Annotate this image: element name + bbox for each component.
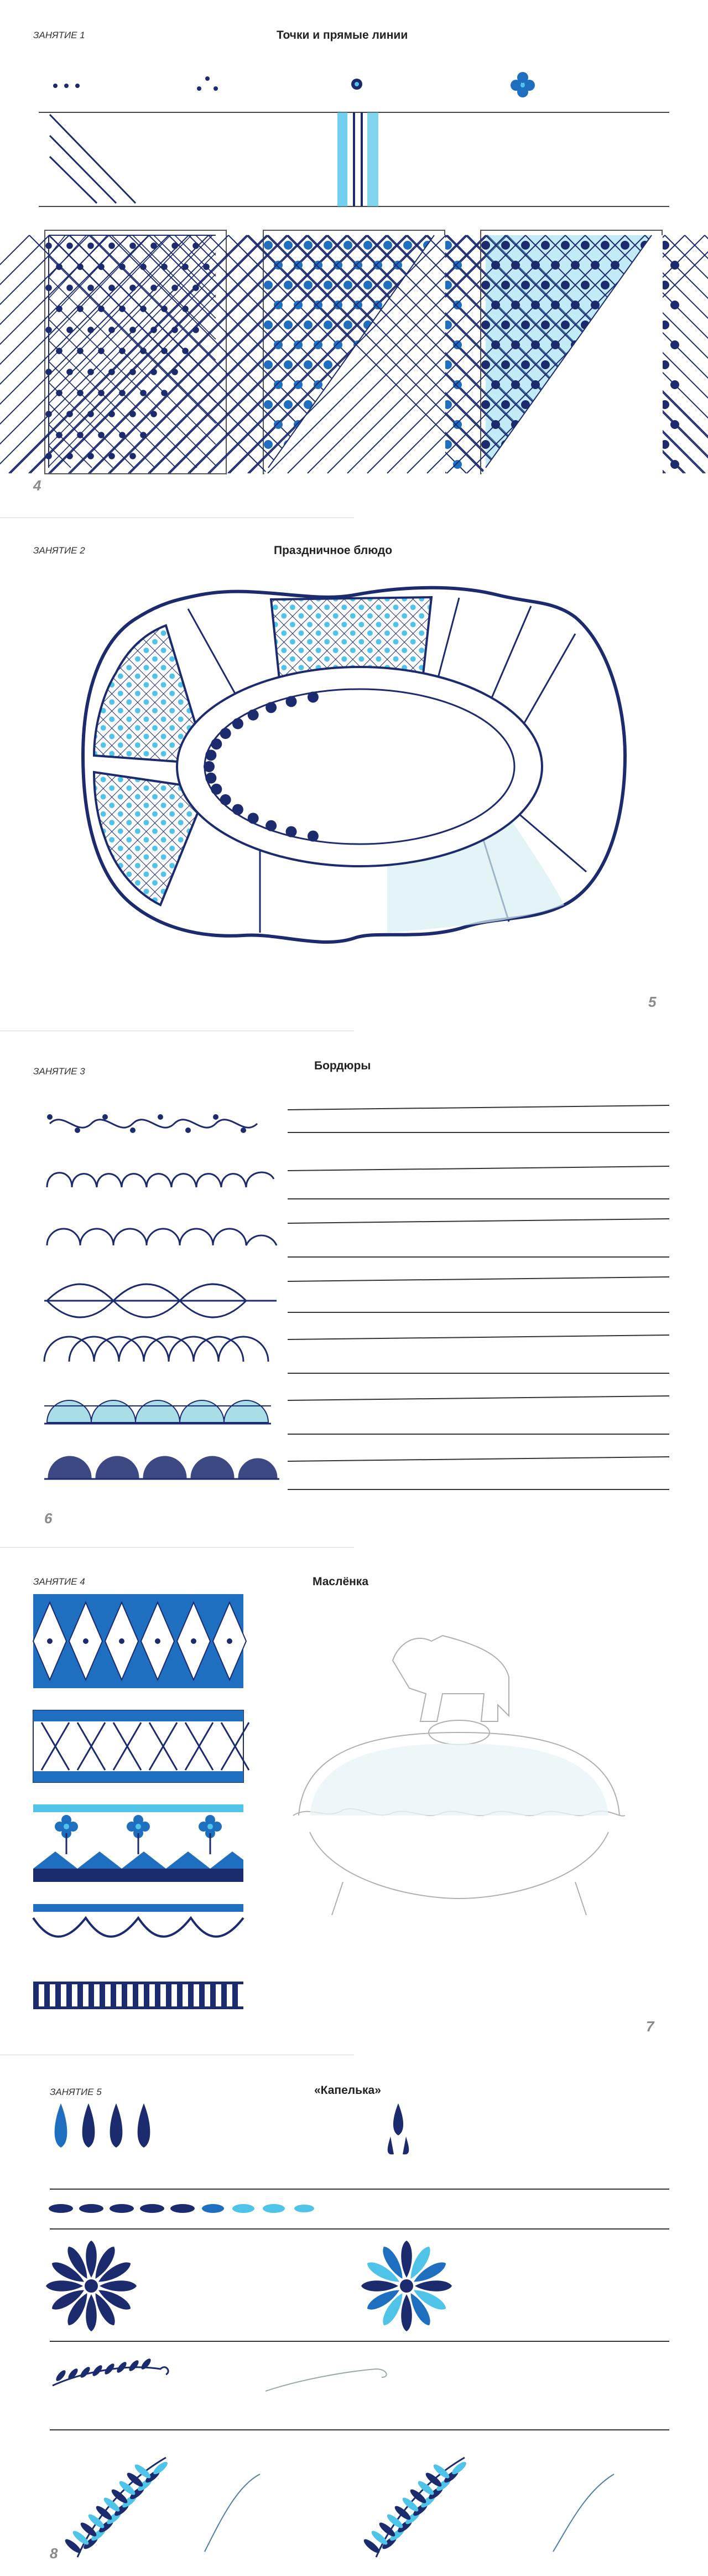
- border-exercises: [0, 1079, 708, 1500]
- festive-dish: [77, 573, 631, 949]
- page-5: [0, 523, 708, 1032]
- lesson-title: Бордюры: [314, 1059, 371, 1072]
- lesson-label: ЗАНЯТИЕ 5: [50, 2087, 102, 2097]
- page-7: [0, 1550, 708, 2053]
- dot-patterns: [0, 61, 708, 105]
- page-8: [0, 2059, 708, 2576]
- page-4: [0, 0, 708, 520]
- grid-panel-3: [480, 230, 663, 476]
- lesson-title: Точки и прямые линии: [277, 29, 408, 42]
- lesson-label: ЗАНЯТИЕ 3: [33, 1066, 85, 1077]
- line-strip: [0, 108, 708, 219]
- lesson-label: ЗАНЯТИЕ 2: [33, 545, 85, 556]
- lesson-title: Маслёнка: [313, 1575, 369, 1588]
- butter-dish-sketch: [277, 1622, 664, 1932]
- page-number: 4: [33, 477, 41, 494]
- lesson-label: ЗАНЯТИЕ 4: [33, 1576, 85, 1587]
- page-number: 7: [646, 2018, 654, 2035]
- drop-exercises: [0, 2098, 708, 2574]
- page-number: 8: [50, 2545, 58, 2562]
- page-separator: [0, 1547, 354, 1548]
- page-number: 6: [44, 1510, 53, 1527]
- lesson-title: Праздничное блюдо: [274, 544, 393, 557]
- page-number: 5: [648, 994, 657, 1010]
- lesson-title: «Капелька»: [314, 2084, 381, 2097]
- lesson-label: ЗАНЯТИЕ 1: [33, 30, 85, 40]
- pattern-samples: [33, 1594, 249, 2015]
- page-6: [0, 1035, 708, 1544]
